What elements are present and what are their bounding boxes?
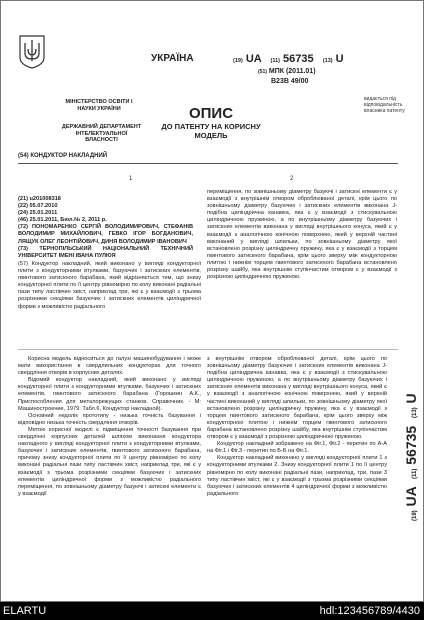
column-number-left: 1 — [129, 176, 133, 182]
paragraph: Корисна модель відноситься до галузі машинобудування і може мати використання в свердлильних кондукторах для точного свердління отворів в корпусних деталях. — [18, 356, 201, 377]
mpk-label: МПК — [268, 68, 284, 75]
repository-name: ELARTU — [3, 605, 47, 617]
bibliographic-data — [18, 196, 193, 260]
kind-code: U — [335, 53, 344, 65]
paragraph: з внутрішнім отвором оброблюваної деталі, крім цього по зовнішньому діаметру базуючих і затискних елементів виконана J-подібна циліндрична канавка, яка є у взаємодії з стискувальною циліндричною пружиною, а по внутрішньому діаметру базуючих і затискних елементів виконана у вигляді внутрішнього конуса, який є у взаємодії з аналогічною конічною поверхнею, який у верхній частині виконаний у вигляді шпильки, по зовнішньому діаметру якої встановлено розрізну циліндричну пружину, яка є у взаємодії з торцем гвинтового затискного барабана, крім цього зверху між кондукторною плитою і нижнім торцем гвинтового затискного барабана встановлено розрізну шайбу, яка внутрішнім ступінчастим отвором є у взаємодії з розрізною циліндричною пружиною. — [207, 356, 387, 441]
section-divider — [18, 349, 398, 350]
side-code-19: (19) — [412, 510, 418, 521]
biblio-73: (73) ТЕРНОПІЛЬСЬКИЙ НАЦІОНАЛЬНИЙ ТЕХНІЧНИЙ УНІВЕРСИТЕТ ІМЕНІ ІВАНА ПУЛЮЯ — [18, 245, 193, 259]
ministry-name: МІНІСТЕРСТВО ОСВІТИ І НАУКИ УКРАЇНИ — [65, 99, 133, 112]
side-code-11: (11) — [412, 468, 418, 479]
viewer-footer-bar — [0, 602, 424, 620]
biblio-72: (72) ПОНОМАРЕНКО СЕРГІЙ ВОЛОДИМИРОВИЧ, СТЕФАНІВ ВОЛОДИМИР МИХАЙЛОВИЧ, ГЕВКО ІГОР БОГДАНОВИЧ, ЛЯЩУК ОЛЕГ ЛЕОНТІЙОВИЧ, ДИНЯ ВОЛОДИМИР ІВАНОВИЧ — [18, 224, 193, 245]
responsibility-note: видається під відповідальність власника патенту — [364, 96, 405, 114]
side-kind: U — [403, 393, 419, 404]
code-13: (13) — [322, 58, 333, 64]
code-11: (11) — [270, 58, 280, 64]
side-code-13: (13) — [412, 407, 418, 418]
mpk-line — [258, 68, 316, 75]
claim-abstract: (57) Кондуктор накладний, який виконано у вигляді кондукторної плити з кондукторними втулками, базуючих і затискних елементів, гвинтового затискного барабана, який відрізняється тим, що знизу кондукторної плити по її центру рівномірно по колу виконані радіальні пази типу ластівчин хвіст, наприклад три, які є у взаємодії з трьома розрізними секціями базуючих і затискних елементів циліндричної форми з можливістю радіального — [18, 261, 201, 310]
description-left-column — [18, 356, 201, 498]
mpk-year: (2011.01) — [285, 68, 316, 75]
ipc-class: B23B 49/00 — [271, 78, 309, 85]
code-51: (51) — [258, 69, 267, 75]
divider — [18, 163, 398, 164]
department-name: ДЕРЖАВНИЙ ДЕПАРТАМЕНТ ІНТЕЛЕКТУАЛЬНОЇ ВЛАСНОСТІ — [61, 124, 142, 144]
invention-title: (54) КОНДУКТОР НАКЛАДНИЙ — [18, 153, 108, 159]
country-name: УКРАЇНА — [151, 53, 194, 64]
patent-number-header — [233, 53, 344, 65]
paragraph: Кондуктор накладний виконано у вигляді кондукторної плити 1 з кондукторними втулками 2. Знизу кондукторної плити 1 по її центру рівномірно по колу виконані радіальні пази, наприклад, три, пази 3 типу ластівчин хвіст, які є у взаємодії з трьома розрізними секціями базуючих і затискних елементів 4 циліндричної форми з можливістю радіального — [207, 455, 387, 497]
paragraph: Метою корисної моделі є підвищення точності базування при свердлінні корпусних деталей шляхом виконання кондуктора накладного у вигляді кондукторної плити з кондукторними втулками, базуючих і затискних елементів, гвинтового затискного барабана, причому знизу кондукторної плити по її центру рівномірно по колу виконані радіальні пази типу ластівчин хвіст, наприклад три, які є у взаємодії з трьома розрізними секціями базуючих і затискних елементів циліндричної форми з можливістю радіального переміщення, по зовнішньому діаметру базуючі і затискні елементи є у взаємодії — [18, 426, 201, 497]
patent-number: 56735 — [283, 53, 314, 65]
paragraph: Відомий кондуктор накладний, який виконано у вигляді кондукторної плити з кондукторними втулками, базуючих і затискних елементів, гвинтового затискного барабана (Горошкин А.К., Приспособления для металорежущих станков. Справочник. - М: Машиностроение, 1979. Табл.6, Кондуктор накладной). — [18, 377, 201, 412]
column-number-right: 2 — [290, 176, 294, 182]
claim-continuation: переміщення, по зовнішньому діаметру базуючі і затискні елементи є у взаємодії з внутрішнім отвором оброблюваної деталі, крім цього по зовнішньому діаметру базуючих і затискних елементів виконана J-подібна циліндрична канавка, яка є у взаємодії з стискувальною циліндричною пружиною, а по внутрішньому діаметру базуючих і затискних елементів виконана у вигляді внутрішнього конуса, який є у взаємодії з аналогічною конічною поверхнею, який у верхній частині виконаний у вигляді шпильки, по зовнішньому діаметру якої встановлено розрізну циліндричну пружину, яка є у взаємодії з торцем гвинтового затискного барабана, крім цього зверху між кондукторною плитою і нижнім торцем гвинтового затискного барабана встановлено розрізну шайбу, яка внутрішнім ступінчастим отвором є у взаємодії з розрізною циліндричною пружиною. — [207, 189, 397, 281]
biblio-46: (46) 25.01.2011, Бюл.№ 2, 2011 р. — [18, 217, 107, 224]
handle-link[interactable]: hdl:123456789/4430 — [319, 605, 420, 617]
side-country-code: UA — [403, 486, 419, 507]
description-right-column — [207, 356, 387, 498]
code-19: (19) — [233, 58, 243, 64]
biblio-22: (22) 05.07.2010 — [18, 203, 58, 210]
biblio-24: (24) 25.01.2011 — [18, 210, 58, 217]
paragraph: Основний недолік прототипу - низька точність базування і відповідно низька точність свердління отворів. — [18, 412, 201, 426]
side-patent-number — [403, 393, 419, 521]
document-subtitle: ДО ПАТЕНТУ НА КОРИСНУ МОДЕЛЬ — [161, 122, 261, 140]
document-title: ОПИС — [188, 105, 234, 122]
side-number: 56735 — [403, 425, 419, 465]
trident-emblem-icon — [19, 35, 45, 69]
paragraph: Кондуктор накладний зображено на Фіг.1, Фіг.2 - перетин по А-А на Фіг.1 і Фіг.3 - перетин по Б-Б на Фіг.1. — [207, 441, 387, 455]
country-code: UA — [245, 53, 262, 65]
biblio-21: (21) u201008318 — [18, 196, 61, 202]
